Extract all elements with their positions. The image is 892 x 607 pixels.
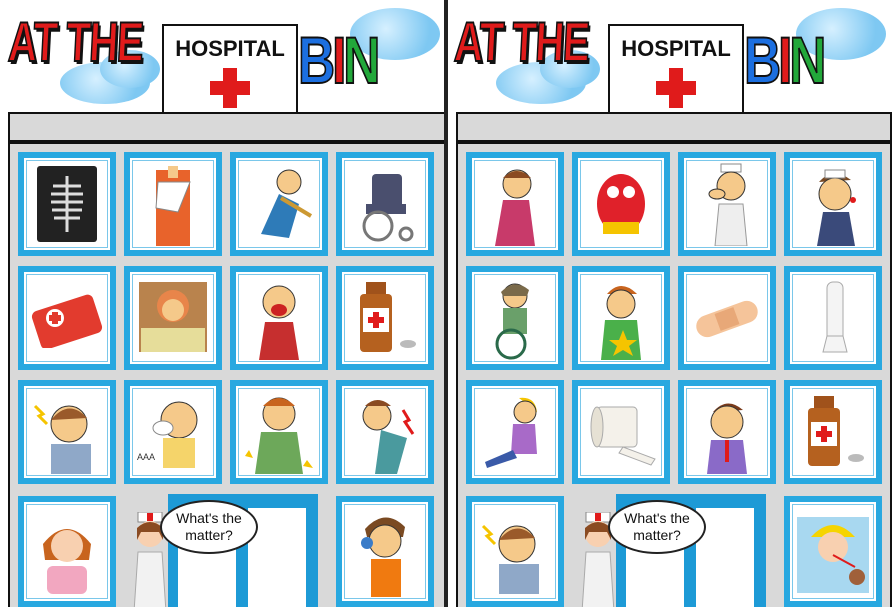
headache-icon [477, 510, 553, 594]
title-hospital: HOSPITAL [621, 36, 731, 61]
speech-bubble [160, 500, 258, 554]
nurse-speech-area [120, 494, 332, 607]
bingo-letter-n: N [343, 23, 378, 97]
medicine-bottle-icon [350, 278, 420, 358]
tile-leg-cast[interactable] [784, 266, 882, 370]
title-at-the: AT THE [452, 10, 591, 73]
tile-back-pain[interactable] [230, 152, 328, 256]
wheelchair-woman-icon [477, 276, 553, 360]
hospital-sign [162, 24, 298, 114]
red-monster-icon [583, 162, 659, 246]
bingo-letter-i: I [778, 23, 790, 97]
title-bingo [744, 20, 859, 100]
headache-icon [29, 390, 105, 474]
title-hospital: HOSPITAL [175, 36, 285, 61]
tile-earache-boy[interactable] [336, 496, 434, 607]
tile-sore-throat[interactable] [230, 266, 328, 370]
tile-sick-in-bed[interactable] [124, 266, 222, 370]
title-at-the: AT THE [6, 10, 145, 73]
sneezing-icon [135, 390, 211, 474]
hospital-sign [608, 24, 744, 114]
bingo-card-right [446, 0, 892, 607]
tile-bandage-plaster[interactable] [678, 266, 776, 370]
speech-bubble [608, 500, 706, 554]
x-ray-icon [37, 166, 97, 242]
tile-bandage-roll[interactable] [572, 380, 670, 484]
tile-headache[interactable] [466, 496, 564, 607]
cold-woman-icon [477, 162, 553, 246]
tile-arm-sling[interactable] [124, 152, 222, 256]
red-cross-icon [656, 68, 696, 108]
tile-cut-finger[interactable] [678, 152, 776, 256]
earache-boy-icon [347, 507, 423, 597]
tile-fever-man[interactable] [678, 380, 776, 484]
red-cross-icon [210, 68, 250, 108]
bingo-letter-b: B [744, 23, 779, 97]
tile-sneezing[interactable] [124, 380, 222, 484]
sick-in-bed-icon [135, 276, 211, 360]
name-bar [8, 112, 446, 142]
tile-toothache[interactable] [784, 152, 882, 256]
backache-icon [347, 390, 423, 474]
tile-wheelchair-woman[interactable] [466, 266, 564, 370]
hurt-shoulder-icon [583, 276, 659, 360]
tile-medicine-bottle[interactable] [336, 266, 434, 370]
tile-backache[interactable] [336, 380, 434, 484]
fever-man-icon [689, 390, 765, 474]
cut-finger-icon [689, 162, 765, 246]
fever-girl-bed-icon [795, 507, 871, 597]
tile-sprained-ankle[interactable] [466, 380, 564, 484]
first-aid-kit-icon [29, 288, 105, 348]
sore-throat-icon [241, 276, 317, 360]
stomachache-icon [241, 390, 317, 474]
tile-first-aid-kit[interactable] [18, 266, 116, 370]
medicine-bottle-icon [798, 392, 868, 472]
arm-sling-icon [138, 162, 208, 246]
svg-text:AAA: AAA [137, 452, 156, 462]
card-header [446, 0, 892, 112]
speech-bubble-text: What's the matter? [176, 510, 242, 543]
back-pain-icon [241, 164, 317, 244]
tile-stomachache[interactable] [230, 380, 328, 484]
tile-headache[interactable] [18, 380, 116, 484]
tile-cold-woman[interactable] [466, 152, 564, 256]
bingo-letter-i: I [332, 23, 344, 97]
toothache-icon [795, 162, 871, 246]
tile-fever-girl-bed[interactable] [784, 496, 882, 607]
bandage-roll-icon [583, 397, 659, 467]
nurse-speech-area [568, 494, 780, 607]
tile-x-ray[interactable] [18, 152, 116, 256]
tile-medicine-bottle[interactable] [784, 380, 882, 484]
bingo-letter-b: B [298, 23, 333, 97]
tile-hurt-shoulder[interactable] [572, 266, 670, 370]
card-divider [444, 0, 448, 607]
leg-cast-icon [803, 276, 863, 360]
tile-rash-girl[interactable] [18, 496, 116, 607]
rash-girl-icon [29, 510, 105, 594]
speech-bubble-text: What's the matter? [624, 510, 690, 543]
tile-wheelchair[interactable] [336, 152, 434, 256]
wheelchair-icon [350, 164, 420, 244]
card-header [0, 0, 446, 112]
tile-red-monster[interactable] [572, 152, 670, 256]
title-bingo [298, 20, 413, 100]
name-bar [456, 112, 892, 142]
bingo-letter-n: N [789, 23, 824, 97]
bandage-plaster-icon [689, 288, 765, 348]
sprained-ankle-icon [477, 390, 553, 474]
